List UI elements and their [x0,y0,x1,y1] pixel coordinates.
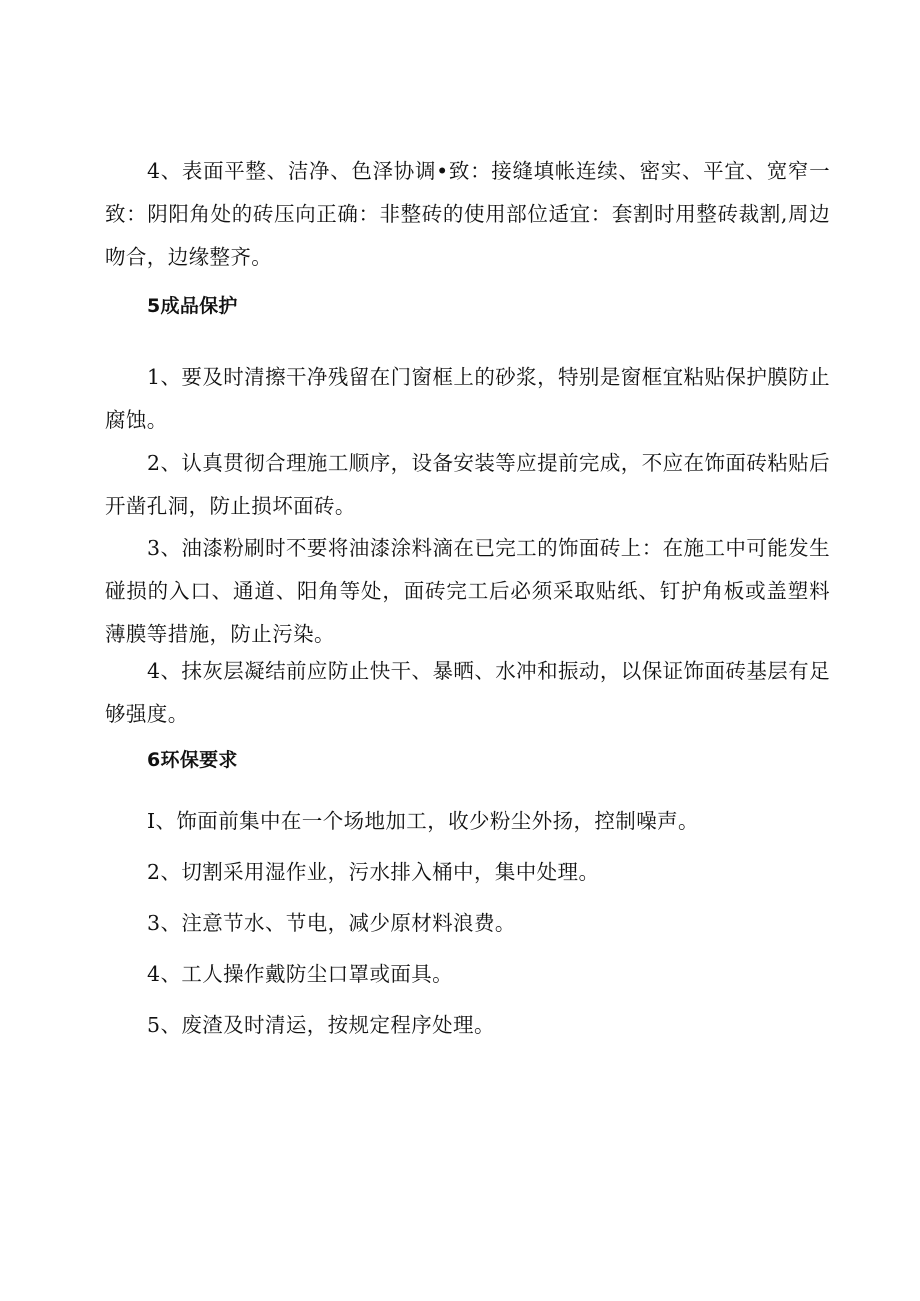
paragraph-surface-requirements: 4、表面平整、洁净、色泽协调•致：接缝填帐连续、密实、平宜、宽窄一致：阴阳角处的砖压向正确：非整砖的使用部位适宜：套割时用整砖裁割,周边吻合，边缘整齐。 [105,159,830,269]
list-item-environment-5: 5、废渣及时清运，按规定程序处理。 [147,1013,495,1037]
list-item-environment-3: 3、注意节水、节电，减少原材料浪费。 [147,911,516,935]
paragraph-protection-2: 2、认真贯彻合理施工顺序，设备安装等应提前完成，不应在饰面砖粘贴后开凿孔洞，防止损坏面砖。 [105,451,830,518]
paragraph-protection-1: 1、要及时清擦干净残留在门窗框上的砂浆，特别是窗框宜粘贴保护膜防止腐蚀。 [105,365,830,432]
paragraph-protection-4: 4、抹灰层凝结前应防止快干、暴晒、水冲和振动，以保证饰面砖基层有足够强度。 [105,659,830,726]
list-item-environment-2: 2、切割采用湿作业，污水排入桶中，集中处理。 [147,860,600,884]
list-item-environment-4: 4、工人操作戴防尘口罩或面具。 [147,962,454,986]
section-heading-finished-product-protection: 5成品保护 [147,295,238,317]
paragraph-protection-3: 3、油漆粉刷时不要将油漆涂料滴在已完工的饰面砖上：在施工中可能发生碰损的入口、通道、阳角等处，面砖完工后必须采取贴纸、钉护角板或盖塑料薄膜等措施，防止污染。 [105,536,830,646]
list-item-environment-1: I、饰面前集中在一个场地加工，收少粉尘外扬，控制噪声。 [147,809,699,833]
section-heading-environmental-requirements: 6环保要求 [147,749,238,771]
